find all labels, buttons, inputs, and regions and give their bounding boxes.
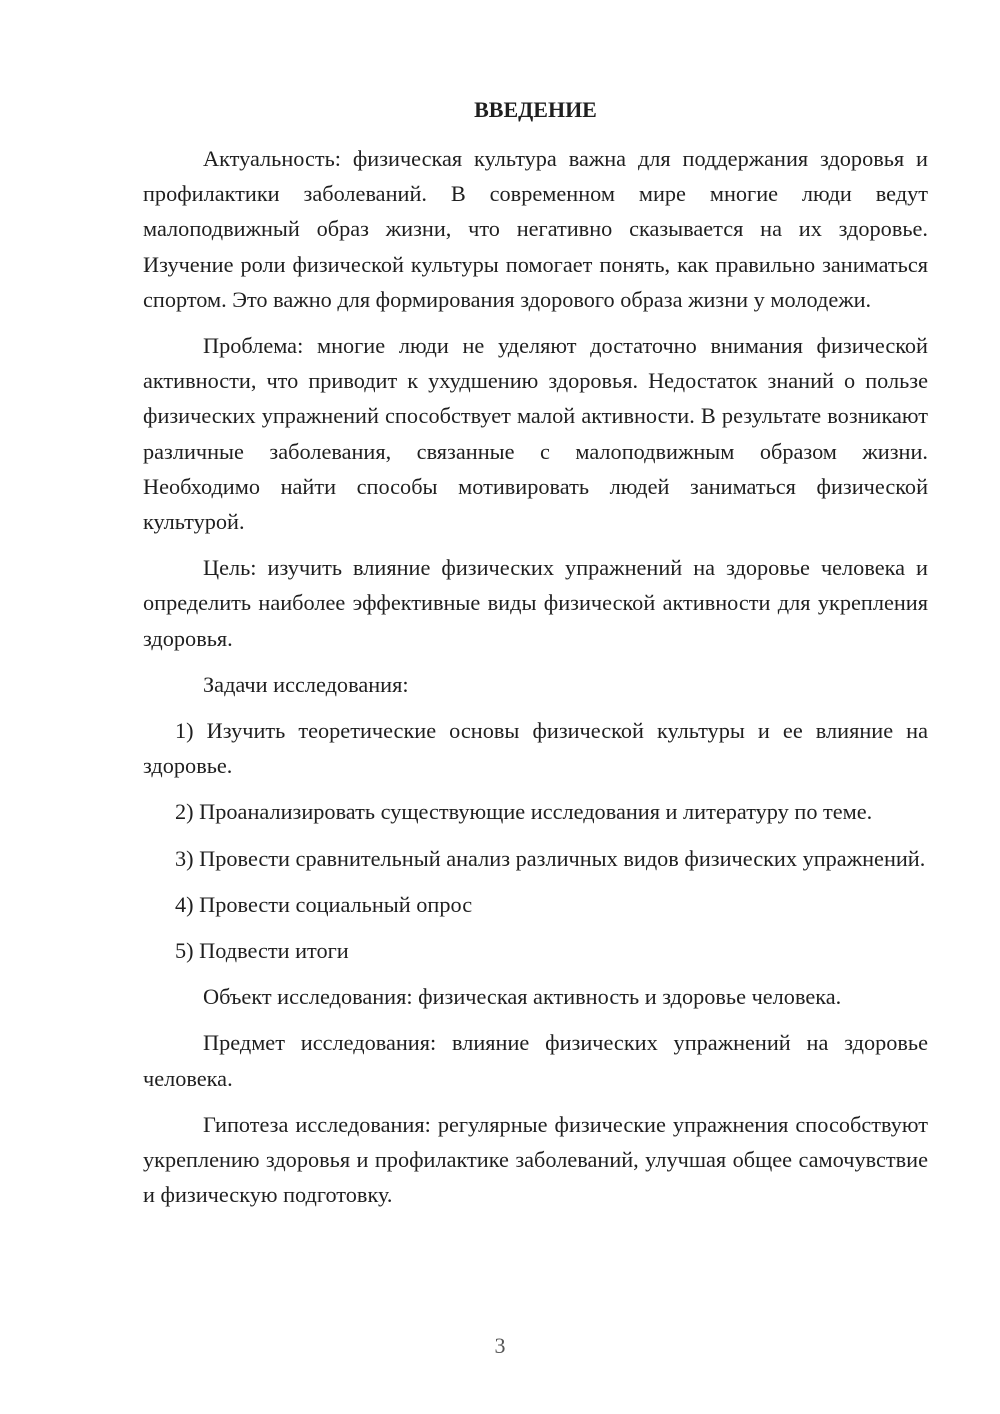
task-item-5: 5) Подвести итоги	[175, 938, 349, 964]
document-page	[143, 92, 928, 1223]
hypothesis-paragraph: Гипотеза исследования: регулярные физические упражнения способствуют укреплению здоровья и профилактике заболеваний, улучшая общее самочувствие и физическую подготовку.	[143, 1111, 928, 1208]
page-number: 3	[494, 1333, 506, 1358]
task-item-1: 1) Изучить теоретические основы физической культуры и ее влияние на здоровье.	[143, 718, 928, 779]
subject-paragraph: Предмет исследования: влияние физических упражнений на здоровье человека.	[143, 1030, 928, 1091]
task-item-4: 4) Провести социальный опрос	[175, 891, 473, 917]
object-paragraph: Объект исследования: физическая активность и здоровье человека.	[203, 984, 842, 1010]
task-item-2: 2) Проанализировать существующие исследования и литературу по теме.	[175, 799, 873, 825]
tasks-title: Задачи исследования:	[203, 671, 409, 697]
goal-paragraph: Цель: изучить влияние физических упражнений на здоровье человека и определить наиболее эффективные виды физической активности для укрепления здоровья.	[143, 555, 928, 651]
task-item-3: 3) Провести сравнительный анализ различных видов физических упражнений.	[175, 845, 926, 871]
section-heading: ВВЕДЕНИЕ	[474, 97, 597, 122]
relevance-paragraph: Актуальность: физическая культура важна для поддержания здоровья и профилактики заболеваний. В современном мире многие люди ведут малоподвижный образ жизни, что негативно сказывается на их здоровье. Изучение роли физической культуры помогает понять, как правильно заниматься спортом. Это важно для формирования здорового образа жизни у молодежи.	[143, 146, 928, 312]
problem-paragraph: Проблема: многие люди не уделяют достаточно внимания физической активности, что приводит к ухудшению здоровья. Недостаток знаний о пользе физических упражнений способствует малой активности. В результате возникают различные заболевания, связанные с малоподвижным образом жизни. Необходимо найти способы мотивировать людей заниматься физической культурой.	[143, 333, 928, 535]
